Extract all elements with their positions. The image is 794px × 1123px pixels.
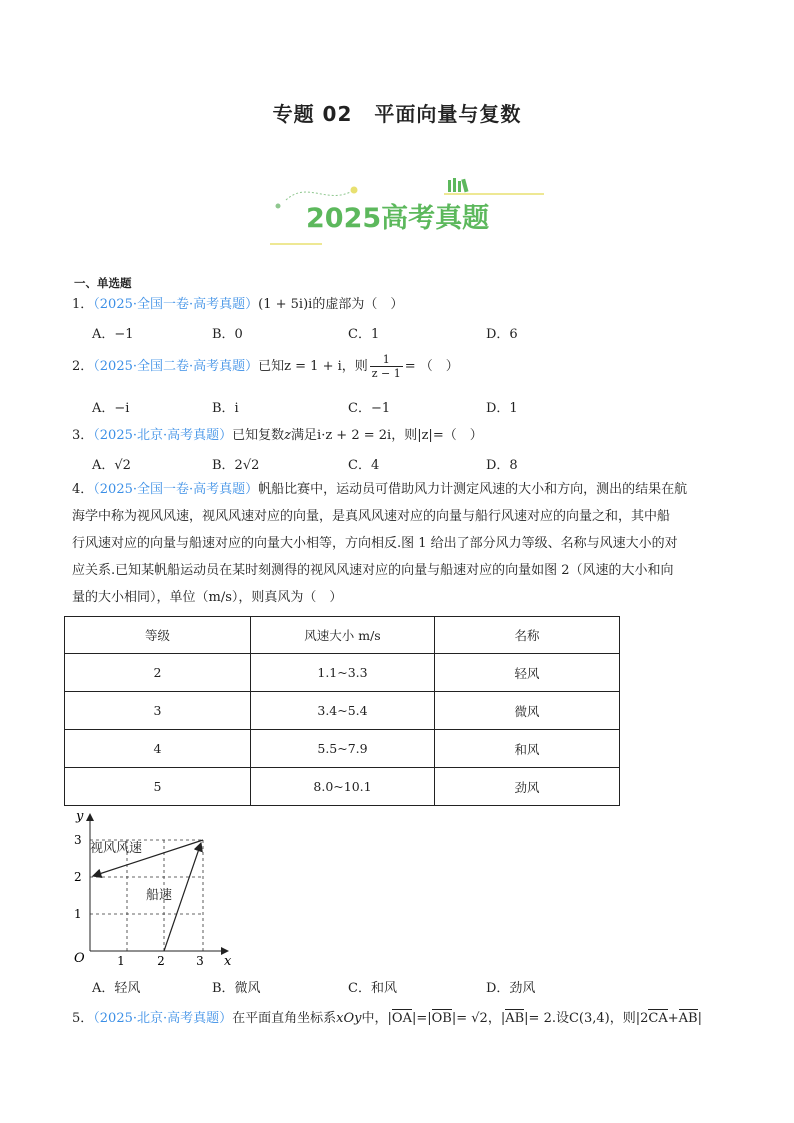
table-row: [65, 730, 620, 768]
vector-ab-2: AB: [678, 1011, 698, 1026]
table-cell: 8.0~10.1: [251, 768, 435, 806]
question-3: [72, 424, 483, 443]
section-heading: 一、单选题: [74, 276, 132, 290]
question-2: [72, 352, 459, 382]
table-header: 风速大小 m/s: [251, 617, 435, 654]
option-a: A．√2: [92, 458, 131, 473]
question-source: （2025·北京·高考真题）: [93, 1011, 233, 1026]
question-stem: ，则: [341, 359, 368, 374]
option-c: C．1: [348, 327, 380, 342]
question-source: （2025·北京·高考真题）: [93, 428, 233, 443]
question-stem: =（ ）: [432, 428, 483, 443]
option-c: C．4: [348, 458, 380, 473]
option-c: C．−1: [348, 401, 391, 416]
question-line: [72, 476, 722, 503]
table-cell: 4: [65, 730, 251, 768]
question-source: （2025·全国一卷·高考真题）: [93, 297, 259, 312]
vector-figure: [66, 810, 246, 970]
option-b: B．i: [212, 401, 239, 416]
question-line: 量的大小相同），单位（m/s），则真风为（ ）: [72, 590, 343, 605]
vector-ca: CA: [648, 1011, 668, 1026]
fraction-denominator: z − 1: [371, 367, 401, 380]
question-source: （2025·全国一卷·高考真题）: [93, 482, 259, 497]
fraction: [370, 353, 403, 380]
question-stem: 的虚部为（ ）: [312, 297, 404, 312]
math-expression: i·z + 2 = 2i: [317, 428, 392, 443]
y-tick-3: 3: [74, 833, 82, 847]
question-1: [72, 293, 403, 312]
math-expression: xOy: [336, 1011, 362, 1026]
question-stem: 满足: [291, 428, 318, 443]
question-line: 应关系.已知某帆船运动员在某时刻测得的视风风速对应的向量与船速对应的向量如图 2（风速的大小和向: [72, 563, 674, 578]
table-header-row: [65, 617, 620, 654]
y-axis-label: y: [76, 810, 84, 824]
math-expression: = 2.设: [528, 1011, 569, 1026]
question-number: 4．: [72, 482, 94, 497]
exam-banner: [268, 176, 548, 248]
y-tick-1: 1: [74, 907, 82, 921]
question-number: 3．: [72, 428, 94, 443]
math-expression: C(3,4): [568, 1011, 610, 1026]
option-d: D．1: [486, 401, 518, 416]
table-cell: 5.5~7.9: [251, 730, 435, 768]
option-a: A．−1: [92, 327, 134, 342]
question-line: 海学中称为视风风速，视风风速对应的向量，是真风风速对应的向量与船行风速对应的向量之和，其中船: [72, 509, 671, 524]
option-b: B．0: [212, 327, 243, 342]
question-number: 1．: [72, 297, 94, 312]
math-expression: z = 1 + i: [284, 359, 342, 374]
table-row: [65, 654, 620, 692]
option-b: B．2√2: [212, 458, 260, 473]
option-c: C．和风: [348, 981, 397, 996]
question-stem: 帆船比赛中，运动员可借助风力计测定风速的大小和方向，测出的结果在航: [258, 482, 688, 497]
math-expression: (1 + 5i)i: [258, 297, 313, 312]
question-number: 5．: [72, 1011, 94, 1026]
table-cell: 3: [65, 692, 251, 730]
vector-ob: OB: [431, 1011, 452, 1026]
option-d: D．6: [486, 327, 518, 342]
math-expression: |z|: [417, 428, 433, 443]
math-variable: z: [284, 428, 292, 443]
apparent-wind-label: 视风风速: [90, 841, 143, 856]
page-title: [0, 98, 794, 127]
boat-speed-label: 船速: [146, 888, 173, 903]
x-axis-label: x: [224, 954, 232, 969]
table-cell: 5: [65, 768, 251, 806]
fraction-numerator: 1: [370, 353, 403, 367]
table-cell: 微风: [435, 692, 620, 730]
table-cell: 1.1~3.3: [251, 654, 435, 692]
question-stem: ，则: [391, 428, 418, 443]
vector-oa: OA: [391, 1011, 412, 1026]
question-number: 2．: [72, 359, 94, 374]
question-stem: 在平面直角坐标系: [232, 1011, 337, 1026]
option-a: A．轻风: [92, 981, 141, 996]
option-a: A．−i: [92, 401, 130, 416]
table-header: 等级: [65, 617, 251, 654]
table-cell: 和风: [435, 730, 620, 768]
option-d: D．劲风: [486, 981, 536, 996]
wind-scale-table: [64, 616, 620, 806]
title-prefix: 专题 02: [272, 102, 353, 126]
x-tick-3: 3: [196, 954, 204, 968]
question-4: [72, 476, 722, 611]
table-row: [65, 768, 620, 806]
table-header: 名称: [435, 617, 620, 654]
question-stem: 已知复数: [232, 428, 285, 443]
origin-label: O: [74, 951, 85, 966]
question-stem: 中，: [361, 1011, 388, 1026]
option-d: D．8: [486, 458, 518, 473]
banner-text: 2025高考真题: [306, 203, 490, 234]
question-line: 行风速对应的向量与船速对应的向量大小相等，方向相反.图 1 给出了部分风力等级、名称与风速大小的对: [72, 536, 678, 551]
x-tick-2: 2: [157, 954, 165, 968]
table-cell: 轻风: [435, 654, 620, 692]
question-5: 5．（2025·北京·高考真题）在平面直角坐标系xOy中，|OA|=|OB|= √2，|AB|= 2.设C(3,4)，则|2CA+AB|: [72, 1011, 703, 1026]
title-main: 平面向量与复数: [374, 102, 522, 126]
table-cell: 劲风: [435, 768, 620, 806]
question-stem: = （ ）: [404, 359, 459, 374]
y-tick-2: 2: [74, 870, 82, 884]
x-tick-1: 1: [117, 954, 125, 968]
question-source: （2025·全国二卷·高考真题）: [93, 359, 259, 374]
question-stem: 已知: [258, 359, 285, 374]
table-cell: 3.4~5.4: [251, 692, 435, 730]
option-b: B．微风: [212, 981, 261, 996]
vector-ab: AB: [505, 1011, 525, 1026]
math-expression: = √2: [456, 1011, 488, 1026]
question-stem: ，则: [609, 1011, 636, 1026]
table-row: [65, 692, 620, 730]
table-cell: 2: [65, 654, 251, 692]
